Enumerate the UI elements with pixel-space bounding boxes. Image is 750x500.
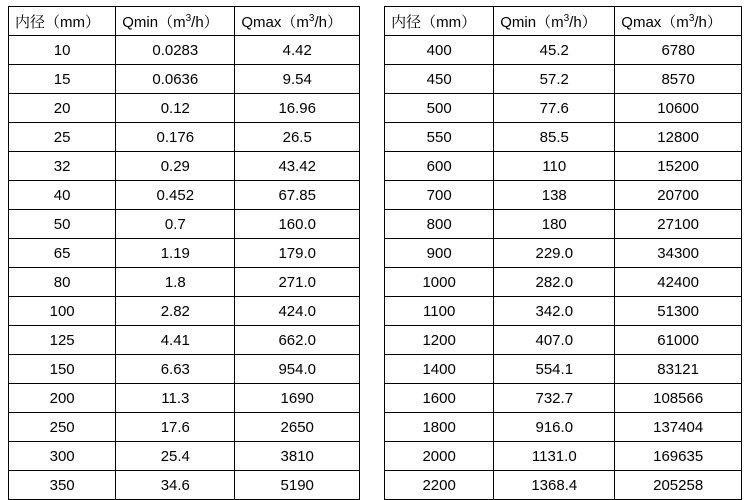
table-row xyxy=(385,268,742,297)
column-header-qmin xyxy=(494,7,615,36)
table-left-header xyxy=(9,7,360,36)
cell-qmin: 282.0 xyxy=(494,268,615,297)
cell-qmin: 0.452 xyxy=(116,181,235,210)
cell-inner-diameter: 40 xyxy=(9,181,116,210)
cell-qmax: 9.54 xyxy=(235,65,360,94)
cell-qmin: 25.4 xyxy=(116,442,235,471)
cell-qmin: 732.7 xyxy=(494,384,615,413)
cell-inner-diameter: 1400 xyxy=(385,355,494,384)
table-row xyxy=(385,297,742,326)
column-header-inner-diameter: 内径（mm） xyxy=(9,7,116,36)
cell-qmin: 0.0283 xyxy=(116,36,235,65)
cell-inner-diameter: 65 xyxy=(9,239,116,268)
cell-qmax: 205258 xyxy=(615,471,742,500)
column-header-qmax xyxy=(615,7,742,36)
qmax-unit-suffix: /h） xyxy=(314,13,342,31)
cell-inner-diameter: 800 xyxy=(385,210,494,239)
qmax-label: Qmax（m xyxy=(621,13,689,31)
cell-qmax: 1690 xyxy=(235,384,360,413)
cell-inner-diameter: 1100 xyxy=(385,297,494,326)
qmax-label: Qmax（m xyxy=(241,13,309,31)
flow-table-left xyxy=(8,6,360,500)
table-row xyxy=(385,355,742,384)
table-row xyxy=(9,210,360,239)
table-row xyxy=(385,152,742,181)
cell-qmin: 407.0 xyxy=(494,326,615,355)
cell-qmax: 5190 xyxy=(235,471,360,500)
cell-qmax: 83121 xyxy=(615,355,742,384)
table-row xyxy=(9,413,360,442)
table-row xyxy=(9,471,360,500)
cell-qmax: 662.0 xyxy=(235,326,360,355)
table-row xyxy=(9,355,360,384)
cell-qmin: 180 xyxy=(494,210,615,239)
cell-inner-diameter: 1600 xyxy=(385,384,494,413)
table-row xyxy=(385,181,742,210)
cell-qmin: 0.29 xyxy=(116,152,235,181)
cell-qmax: 34300 xyxy=(615,239,742,268)
cell-qmin: 34.6 xyxy=(116,471,235,500)
table-row xyxy=(385,442,742,471)
table-row xyxy=(9,442,360,471)
cell-inner-diameter: 100 xyxy=(9,297,116,326)
table-row xyxy=(385,239,742,268)
qmax-exponent: 3 xyxy=(688,12,695,24)
cell-qmax: 42400 xyxy=(615,268,742,297)
cell-qmax: 27100 xyxy=(615,210,742,239)
cell-qmin: 916.0 xyxy=(494,413,615,442)
cell-qmax: 16.96 xyxy=(235,94,360,123)
cell-qmax: 954.0 xyxy=(235,355,360,384)
cell-qmin: 342.0 xyxy=(494,297,615,326)
cell-inner-diameter: 1800 xyxy=(385,413,494,442)
cell-inner-diameter: 15 xyxy=(9,65,116,94)
cell-qmin: 0.7 xyxy=(116,210,235,239)
cell-qmax: 271.0 xyxy=(235,268,360,297)
cell-qmin: 11.3 xyxy=(116,384,235,413)
table-row xyxy=(9,384,360,413)
table-row xyxy=(9,65,360,94)
cell-qmin: 110 xyxy=(494,152,615,181)
cell-inner-diameter: 32 xyxy=(9,152,116,181)
table-row xyxy=(9,152,360,181)
cell-qmax: 20700 xyxy=(615,181,742,210)
cell-qmax: 26.5 xyxy=(235,123,360,152)
table-row xyxy=(385,413,742,442)
cell-inner-diameter: 1200 xyxy=(385,326,494,355)
table-right-header xyxy=(385,7,742,36)
table-row xyxy=(385,94,742,123)
table-row xyxy=(385,471,742,500)
cell-inner-diameter: 1000 xyxy=(385,268,494,297)
table-row xyxy=(9,181,360,210)
cell-qmin: 1131.0 xyxy=(494,442,615,471)
table-row xyxy=(385,123,742,152)
cell-inner-diameter: 500 xyxy=(385,94,494,123)
cell-qmin: 6.63 xyxy=(116,355,235,384)
cell-inner-diameter: 600 xyxy=(385,152,494,181)
table-row xyxy=(9,94,360,123)
column-header-inner-diameter: 内径（mm） xyxy=(385,7,494,36)
cell-qmin: 229.0 xyxy=(494,239,615,268)
cell-qmax: 169635 xyxy=(615,442,742,471)
cell-inner-diameter: 150 xyxy=(9,355,116,384)
qmax-unit-suffix: /h） xyxy=(694,13,722,31)
column-header-qmin xyxy=(116,7,235,36)
cell-inner-diameter: 25 xyxy=(9,123,116,152)
cell-qmin: 138 xyxy=(494,181,615,210)
table-header-row xyxy=(385,7,742,36)
cell-inner-diameter: 300 xyxy=(9,442,116,471)
table-row xyxy=(9,297,360,326)
cell-qmax: 8570 xyxy=(615,65,742,94)
cell-qmin: 0.176 xyxy=(116,123,235,152)
cell-inner-diameter: 200 xyxy=(9,384,116,413)
cell-inner-diameter: 450 xyxy=(385,65,494,94)
table-right-body xyxy=(385,36,742,500)
cell-qmax: 2650 xyxy=(235,413,360,442)
cell-qmin: 1.8 xyxy=(116,268,235,297)
table-left-body xyxy=(9,36,360,500)
cell-inner-diameter: 80 xyxy=(9,268,116,297)
cell-qmin: 2.82 xyxy=(116,297,235,326)
qmin-unit-suffix: /h） xyxy=(569,13,597,31)
cell-qmax: 10600 xyxy=(615,94,742,123)
cell-qmax: 43.42 xyxy=(235,152,360,181)
cell-inner-diameter: 125 xyxy=(9,326,116,355)
cell-qmin: 45.2 xyxy=(494,36,615,65)
cell-qmin: 85.5 xyxy=(494,123,615,152)
cell-qmax: 160.0 xyxy=(235,210,360,239)
cell-inner-diameter: 350 xyxy=(9,471,116,500)
table-header-row xyxy=(9,7,360,36)
cell-qmin: 57.2 xyxy=(494,65,615,94)
cell-qmin: 1.19 xyxy=(116,239,235,268)
cell-qmax: 3810 xyxy=(235,442,360,471)
qmin-label: Qmin（m xyxy=(500,13,564,31)
cell-inner-diameter: 50 xyxy=(9,210,116,239)
cell-qmax: 179.0 xyxy=(235,239,360,268)
cell-inner-diameter: 550 xyxy=(385,123,494,152)
cell-qmax: 424.0 xyxy=(235,297,360,326)
cell-qmax: 15200 xyxy=(615,152,742,181)
cell-qmax: 108566 xyxy=(615,384,742,413)
cell-inner-diameter: 700 xyxy=(385,181,494,210)
table-row xyxy=(9,123,360,152)
table-row xyxy=(385,36,742,65)
cell-qmin: 1368.4 xyxy=(494,471,615,500)
table-row xyxy=(9,36,360,65)
table-row xyxy=(385,65,742,94)
table-row xyxy=(385,326,742,355)
table-row xyxy=(9,268,360,297)
cell-inner-diameter: 10 xyxy=(9,36,116,65)
cell-qmin: 77.6 xyxy=(494,94,615,123)
table-row xyxy=(9,326,360,355)
qmax-exponent: 3 xyxy=(308,12,315,24)
cell-qmin: 554.1 xyxy=(494,355,615,384)
cell-qmax: 12800 xyxy=(615,123,742,152)
table-row xyxy=(385,384,742,413)
cell-qmax: 137404 xyxy=(615,413,742,442)
qmin-unit-suffix: /h） xyxy=(191,13,219,31)
qmin-exponent: 3 xyxy=(185,12,192,24)
cell-qmax: 61000 xyxy=(615,326,742,355)
table-row xyxy=(9,239,360,268)
qmin-exponent: 3 xyxy=(563,12,570,24)
cell-qmax: 6780 xyxy=(615,36,742,65)
column-header-qmax xyxy=(235,7,360,36)
cell-qmin: 0.0636 xyxy=(116,65,235,94)
cell-qmin: 17.6 xyxy=(116,413,235,442)
cell-inner-diameter: 2000 xyxy=(385,442,494,471)
cell-qmax: 4.42 xyxy=(235,36,360,65)
cell-qmin: 4.41 xyxy=(116,326,235,355)
cell-qmax: 51300 xyxy=(615,297,742,326)
qmin-label: Qmin（m xyxy=(122,13,186,31)
cell-inner-diameter: 2200 xyxy=(385,471,494,500)
cell-inner-diameter: 250 xyxy=(9,413,116,442)
cell-inner-diameter: 20 xyxy=(9,94,116,123)
cell-qmax: 67.85 xyxy=(235,181,360,210)
table-row xyxy=(385,210,742,239)
cell-inner-diameter: 900 xyxy=(385,239,494,268)
flow-table-right xyxy=(384,6,742,500)
cell-qmin: 0.12 xyxy=(116,94,235,123)
cell-inner-diameter: 400 xyxy=(385,36,494,65)
